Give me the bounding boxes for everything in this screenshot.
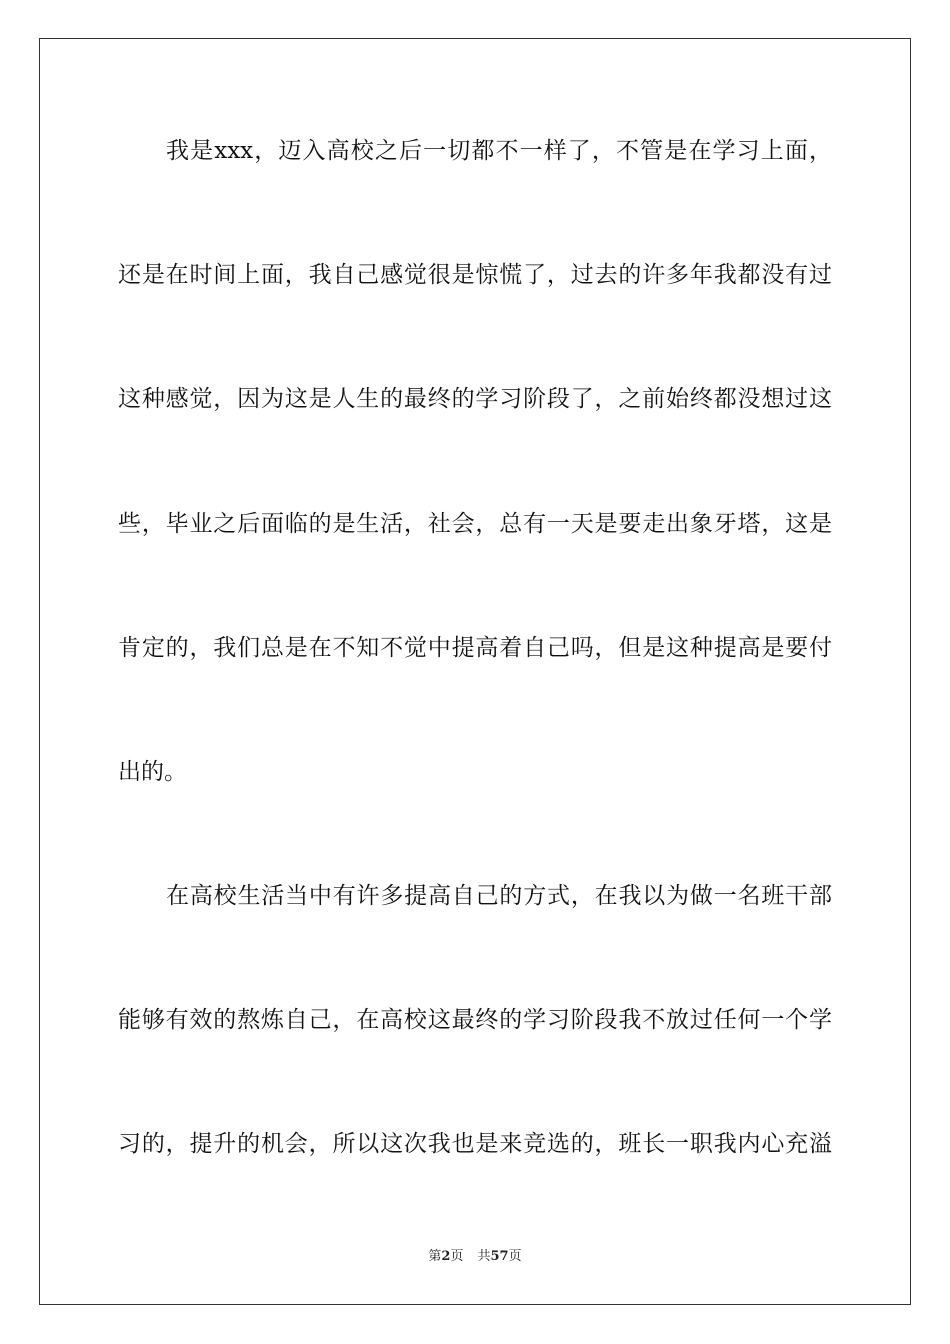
- paragraph-2-line-1: 在高校生活当中有许多提高自己的方式，在我以为做一名班干部: [166, 883, 832, 909]
- footer-total-pages: 57: [490, 1249, 509, 1264]
- paragraph-1-line-2: 还是在时间上面，我自己感觉很是惊慌了，过去的许多年我都没有过: [118, 262, 832, 288]
- paragraph-1-line-6: 出的。: [118, 759, 187, 785]
- page-footer: [0, 1249, 950, 1265]
- footer-page-suffix: 页: [450, 1249, 464, 1264]
- footer-page-prefix: 第: [428, 1249, 442, 1264]
- footer-total-suffix: 页: [508, 1249, 522, 1264]
- paragraph-1-line-5: 肯定的，我们总是在不知不觉中提高着自己吗，但是这种提高是要付: [118, 635, 832, 661]
- page-border: [39, 38, 911, 1305]
- paragraph-2-line-2: 能够有效的熬炼自己，在高校这最终的学习阶段我不放过任何一个学: [118, 1007, 832, 1033]
- paragraph-1-line-4: 些，毕业之后面临的是生活，社会，总有一天是要走出象牙塔，这是: [118, 511, 832, 537]
- paragraph-1-line-3: 这种感觉，因为这是人生的最终的学习阶段了，之前始终都没想过这: [118, 386, 832, 412]
- paragraph-2-line-3: 习的，提升的机会，所以这次我也是来竞选的，班长一职我内心充溢: [118, 1131, 832, 1157]
- footer-page-number: 2: [441, 1249, 451, 1264]
- paragraph-1-line-1: 我是xxx，迈入高校之后一切都不一样了，不管是在学习上面，: [166, 138, 832, 164]
- footer-total-prefix: 共: [477, 1249, 491, 1264]
